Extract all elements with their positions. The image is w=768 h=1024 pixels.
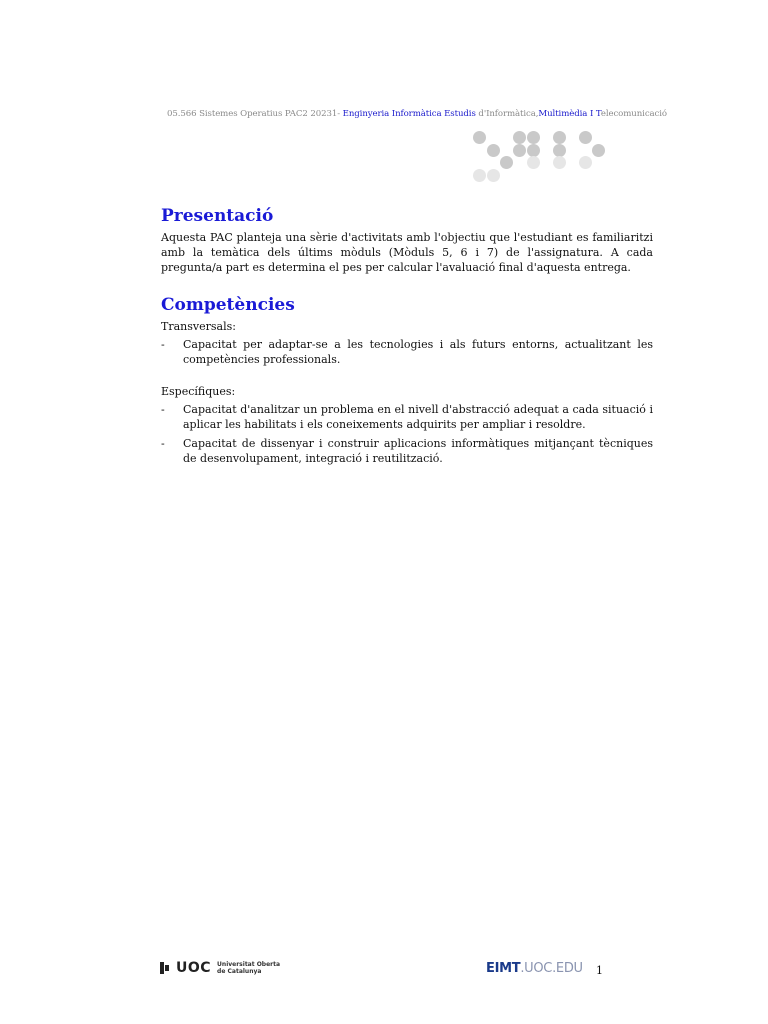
header-telecom: elecomunicació — [600, 109, 667, 119]
eimt-bold: EIMT — [486, 961, 521, 976]
specific-list — [161, 402, 653, 466]
decorative-dots-icon — [470, 128, 610, 186]
bullet-dash: - — [161, 338, 165, 351]
header-course: 05.566 Sistemes Operatius PAC2 20231- — [167, 109, 343, 119]
uoc-logo — [160, 960, 280, 976]
uoc-logo-icon — [160, 962, 170, 974]
bullet-dash: - — [161, 403, 165, 416]
page-header — [167, 109, 667, 119]
heading-presentation: Presentació — [161, 206, 274, 226]
list-item: - Capacitat de dissenyar i construir aplicacions informàtiques mitjançant tècniques de desenvolupament, integració i reutilització. — [161, 437, 653, 465]
header-degree: Enginyeria Informàtica Estudis — [342, 109, 476, 119]
header-studies: d'Informàtica, — [475, 109, 539, 119]
transversal-label: Transversals: — [161, 320, 236, 333]
bullet-dash: - — [161, 437, 165, 450]
heading-competencies: Competències — [161, 295, 295, 315]
document-body — [161, 206, 653, 470]
eimt-rest: .UOC.EDU — [520, 961, 583, 976]
page-number: 1 — [596, 964, 603, 977]
uoc-mark: UOC — [176, 960, 212, 976]
eimt-logo — [486, 961, 583, 976]
header-multimedia: Multimèdia I T — [538, 109, 601, 119]
uoc-name: Universitat Oberta de Catalunya — [217, 961, 281, 975]
list-item: - Capacitat d'analitzar un problema en el nivell d'abstracció adequat a cada situació i aplicar les habilitats i els coneixements adquirits per ampliar i resoldre. — [161, 403, 653, 431]
transversal-list — [161, 337, 653, 367]
list-item: - Capacitat per adaptar-se a les tecnologies i als futurs entorns, actualitzant les competències professionals. — [161, 338, 653, 366]
presentation-paragraph: Aquesta PAC planteja una sèrie d'activitats amb l'objectiu que l'estudiant es familiaritzi amb la temàtica dels últims mòduls (Mòduls 5, 6 i 7) de l'assignatura. A cada pregunta/a part es determina el pes per calcular l'avaluació final d'aquesta entrega. — [161, 231, 653, 274]
specific-label: Específiques: — [161, 385, 236, 398]
